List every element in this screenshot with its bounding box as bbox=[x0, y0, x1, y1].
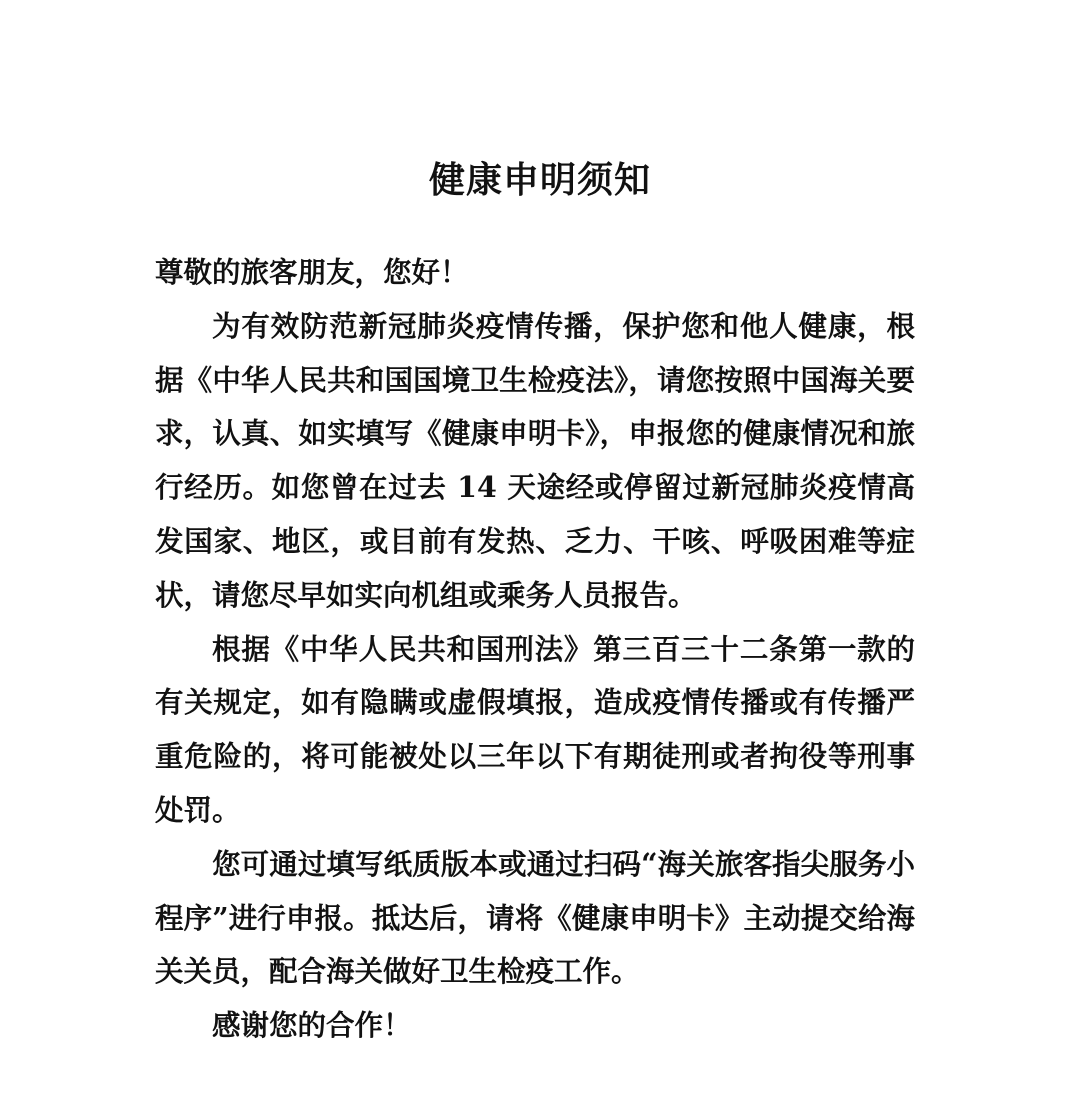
greeting-line: 尊敬的旅客朋友，您好！ bbox=[155, 255, 469, 289]
paragraph-legal-consequence: 根据《中华人民共和国刑法》第三百三十二条第一款的有关规定，如有隐瞒或虚假填报，造成疫情传播或有传播严重危险的，将可能被处以三年以下有期徒刑或者拘役等刑事处罚。 bbox=[155, 631, 915, 827]
paragraph-thanks: 感谢您的合作！ bbox=[212, 1008, 412, 1043]
document-body bbox=[155, 246, 915, 1053]
document-title: 健康申明须知 bbox=[428, 159, 651, 201]
paragraph-declaration-requirement: 为有效防范新冠肺炎疫情传播，保护您和他人健康，根据《中华人民共和国国境卫生检疫法》，请您按照中国海关要求，认真、如实填写《健康申明卡》，申报您的健康情况和旅行经历。如您曾在过去 14 天途经或停留过新冠肺炎疫情高发国家、地区，或目前有发热、乏力、干咳、呼吸困难等症状，请您尽早如实向机组或乘务人员报告。 bbox=[155, 308, 915, 612]
paragraph-submission-method: 您可通过填写纸质版本或通过扫码“海关旅客指尖服务小程序”进行申报。抵达后，请将《健康申明卡》主动提交给海关关员，配合海关做好卫生检疫工作。 bbox=[155, 846, 915, 989]
